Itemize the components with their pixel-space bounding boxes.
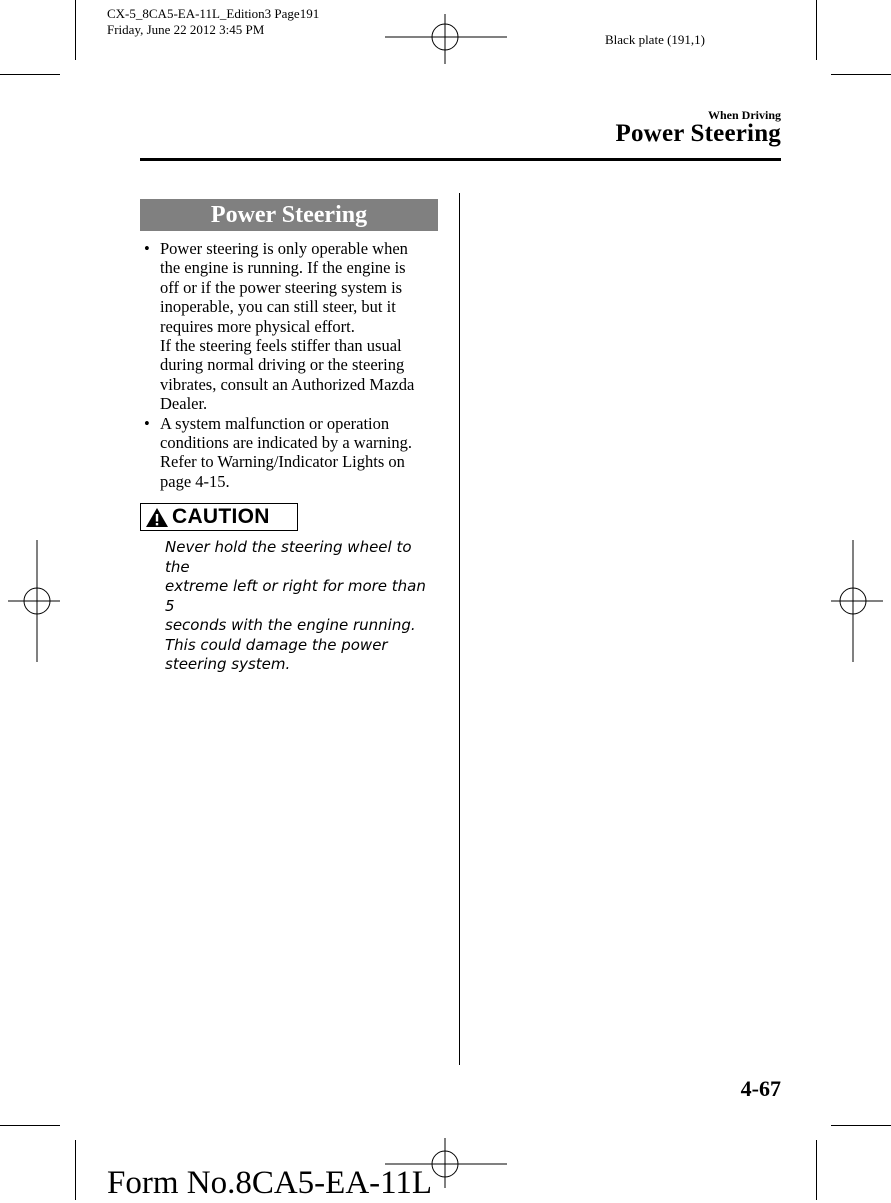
bullet-line: A system malfunction or operation [160,413,390,433]
registration-mark-left [8,540,60,662]
list-item [140,239,440,414]
registration-mark-top [385,14,507,64]
caution-line: seconds with the engine running. [165,616,416,634]
bullet-line: the engine is running. If the engine is [160,258,406,278]
crop-mark [831,1125,891,1126]
crop-mark [0,1125,60,1126]
bullet-marker: • [144,413,150,433]
bullet-line: conditions are indicated by a warning. [160,433,413,453]
print-info-file: CX-5_8CA5-EA-11L_Edition3 Page191 [107,6,320,21]
bullet-line: during normal driving or the steering [160,355,405,375]
crop-mark [75,1140,76,1200]
bullet-line: inoperable, you can still steer, but it [160,297,396,317]
bullet-line: Dealer. [160,394,208,414]
print-info [107,6,319,38]
bullet-line: page 4-15. [160,471,230,491]
crop-mark [75,0,76,60]
section-heading: Power Steering [140,199,438,231]
list-item [140,414,440,492]
bullet-line: off or if the power steering system is [160,277,403,297]
bullet-line: Power steering is only operable when [160,239,408,258]
caution-line: steering system. [165,655,291,673]
column-divider [459,193,460,1065]
page-number: 4-67 [740,1076,781,1101]
section-label: When Driving [707,108,781,122]
caution-line: Never hold the steering wheel to the [165,538,412,576]
crop-mark [831,74,891,75]
caution-badge [140,503,298,531]
registration-mark-right [831,540,883,662]
crop-mark [816,1140,817,1200]
crop-mark [816,0,817,60]
caution-text [165,538,440,675]
bullet-list [140,239,440,491]
bullet-line: Refer to Warning/Indicator Lights on [160,452,405,472]
form-number: Form No.8CA5-EA-11L [107,1165,433,1201]
warning-triangle-icon [145,507,169,528]
title-rule [140,158,781,161]
caution-line: This could damage the power [165,635,388,654]
bullet-line: requires more physical effort. [160,316,355,336]
plate-info: Black plate (191,1) [605,32,705,47]
caution-label: CAUTION [172,505,270,528]
caution-line: extreme left or right for more than 5 [165,577,426,615]
page-title: Power Steering [615,120,781,147]
print-info-date: Friday, June 22 2012 3:45 PM [107,22,265,37]
bullet-marker: • [144,239,150,258]
crop-mark [0,74,60,75]
bullet-line: If the steering feels stiffer than usual [160,336,402,356]
bullet-line: vibrates, consult an Authorized Mazda [160,374,415,394]
